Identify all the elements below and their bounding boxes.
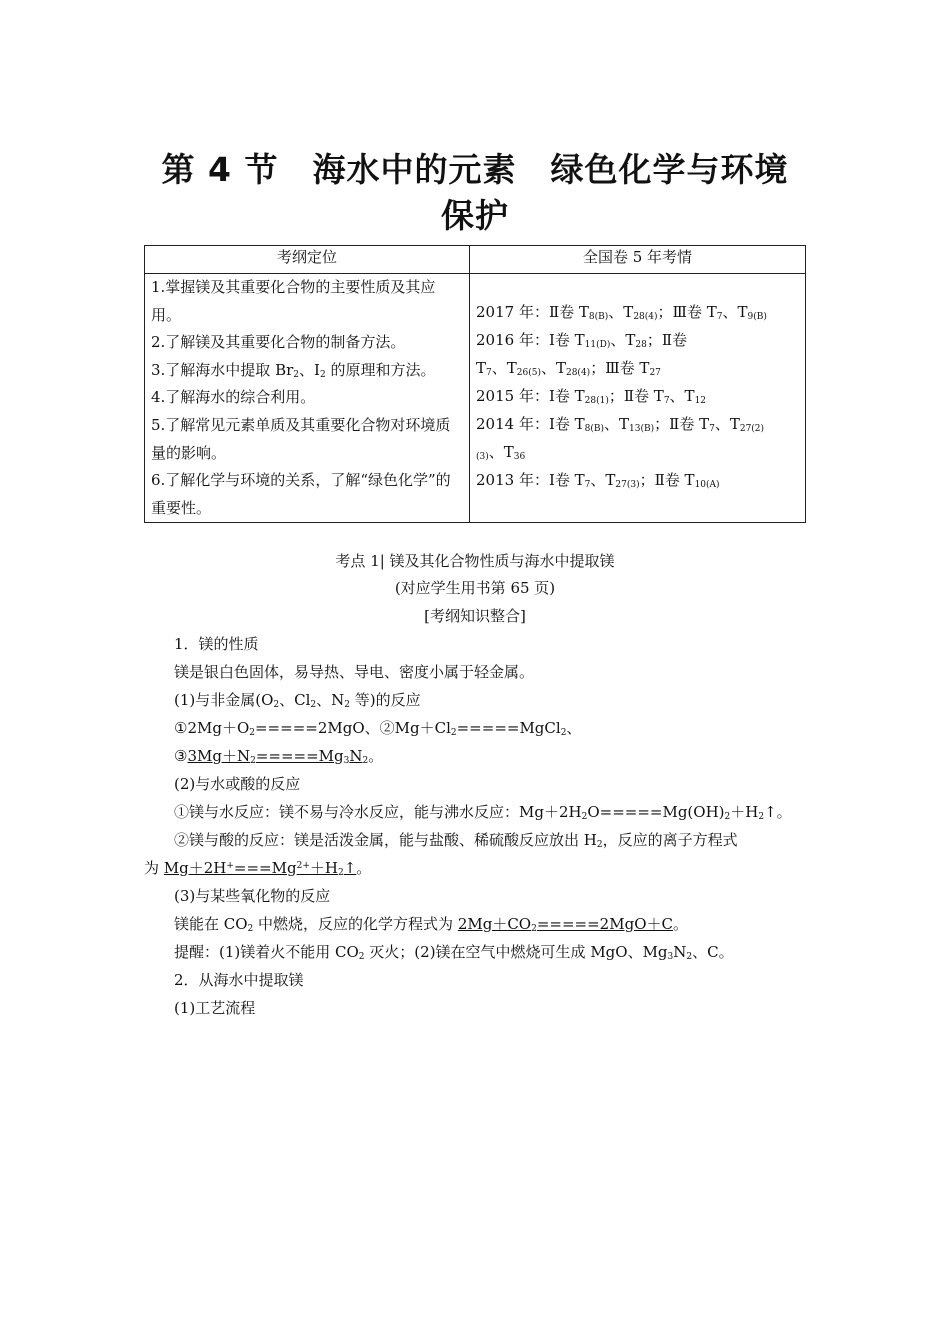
paragraph: (2)与水或酸的反应 <box>174 775 301 793</box>
list-item: $T_7$、$T_{26(5)}$、$T_{28(4)}$；Ⅲ卷 $T_{27}$ <box>476 359 661 378</box>
paragraph: 为 $Mg+2H^+===Mg^{2+}+H_2↑$。 <box>144 859 372 878</box>
paragraph: (1)工艺流程 <box>174 999 256 1017</box>
paragraph: 1．镁的性质 <box>174 635 259 653</box>
list-item: $_{(3)}$、$T_{36}$ <box>476 443 526 462</box>
list-item: 2.了解镁及其重要化合物的制备方法。 <box>151 333 406 352</box>
syllabus-list <box>145 274 470 523</box>
equation: $①2Mg+O_2=====2MgO$、$②Mg+Cl_2=====MgCl_2$、 <box>174 719 582 738</box>
title-line-1: 第 4 节 海水中的元素 绿色化学与环境 <box>161 150 789 189</box>
paragraph: ②镁与酸的反应：镁是活泼金属，能与盐酸、稀硫酸反应放出 $H_2$，反应的离子方程式 <box>174 831 738 850</box>
section-ref: (对应学生用书第 65 页) <box>394 579 556 597</box>
paragraph: (1)与非金属($O_2$、$Cl_2$、$N_2$ 等)的反应 <box>174 691 421 710</box>
syllabus-table <box>144 245 806 523</box>
paragraph: (3)与某些氧化物的反应 <box>174 887 331 905</box>
list-item: 3.了解海水中提取 $Br_2$、$I_2$ 的原理和方法。 <box>151 360 436 380</box>
equation: $③3Mg+N_2=====Mg_3N_2$。 <box>174 747 384 766</box>
list-item: 1.掌握镁及其重要化合物的主要性质及其应用。 <box>151 278 436 324</box>
exam-history <box>470 274 806 523</box>
section-heading: 考点 1| 镁及其化合物性质与海水中提取镁 <box>335 552 615 570</box>
paragraph: 2．从海水中提取镁 <box>174 971 304 989</box>
note: 提醒：(1)镁着火不能用 $CO_2$ 灭火；(2)镁在空气中燃烧可生成 MgO、$Mg_3N_2$、C。 <box>174 943 734 962</box>
list-item: 2013 年：Ⅰ卷 $T_7$、$T_{27(3)}$；Ⅱ卷 $T_{10(A)}$ <box>476 471 720 490</box>
section-subheading: [考纲知识整合] <box>424 607 526 625</box>
paragraph: 镁能在 $CO_2$ 中燃烧，反应的化学方程式为 $2Mg+CO_2=====2MgO+C$。 <box>174 915 688 934</box>
list-item: 2016 年：Ⅰ卷 $T_{11(D)}$、$T_{28}$；Ⅱ卷 <box>476 331 688 350</box>
list-item: 2015 年：Ⅰ卷 $T_{28(1)}$；Ⅱ卷 $T_7$、$T_{12}$ <box>476 387 707 406</box>
paragraph: ①镁与水反应：镁不易与冷水反应，能与沸水反应：$Mg+2H_2O=====Mg(OH)_2+H_2↑$。 <box>174 803 792 822</box>
list-item: 2014 年：Ⅰ卷 $T_{8(B)}$、$T_{13(B)}$；Ⅱ卷 $T_7$、$T_{27(2)}$ <box>476 415 765 434</box>
table-header-exam: 全国卷 5 年考情 <box>470 246 806 274</box>
table-header-syllabus: 考纲定位 <box>145 246 470 274</box>
list-item: 5.了解常见元素单质及其重要化合物对环境质量的影响。 <box>151 415 451 462</box>
list-item: 2017 年：Ⅱ卷 $T_{8(B)}$、$T_{28(4)}$；Ⅲ卷 $T_7$、$T_{9(B)}$ <box>476 303 767 322</box>
list-item: 6.了解化学与环境的关系，了解“绿色化学”的重要性。 <box>151 471 451 517</box>
title-line-2: 保护 <box>441 196 509 235</box>
page-title <box>0 147 950 239</box>
list-item: 4.了解海水的综合利用。 <box>151 388 316 407</box>
paragraph: 镁是银白色固体，易导热、导电、密度小属于轻金属。 <box>174 663 535 681</box>
